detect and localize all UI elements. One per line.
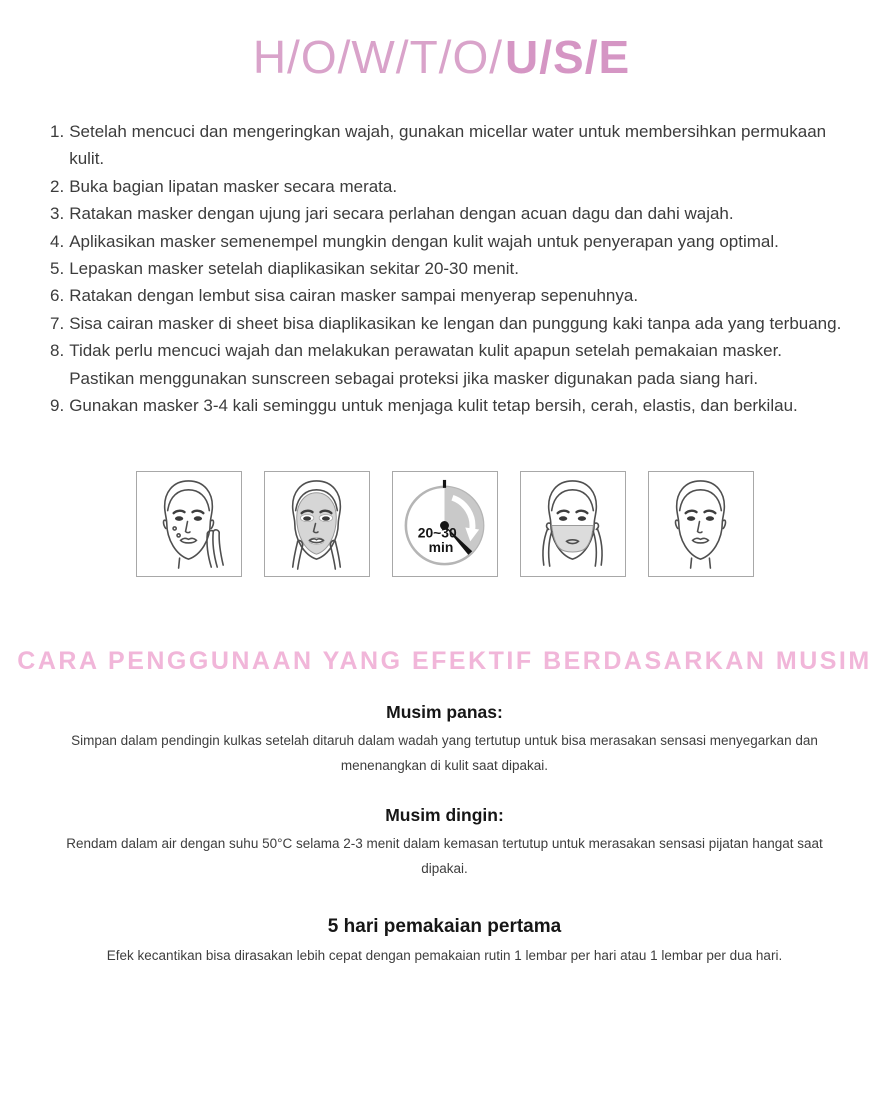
- instruction-number: 1.: [50, 122, 65, 141]
- instruction-number: 8.: [50, 341, 65, 361]
- remove-mask-illustration: [520, 471, 626, 577]
- instruction-item: [50, 310, 845, 337]
- instruction-item: [50, 255, 845, 282]
- title-highlight: U/S/E: [503, 31, 636, 83]
- instruction-number: 5.: [50, 259, 65, 279]
- instruction-text: Sisa cairan masker di sheet bisa diaplikasikan ke lengan dan punggung kaki tanpa ada yang terbuang.: [69, 313, 842, 333]
- instruction-text: Gunakan masker 3-4 kali seminggu untuk menjaga kulit tetap bersih, cerah, elastis, dan berkilau.: [69, 396, 798, 416]
- season-guide-heading: CARA PENGGUNAAN YANG EFEKTIF BERDASARKAN MUSIM: [17, 647, 872, 676]
- instruction-number: 6.: [50, 286, 65, 306]
- instruction-text: Ratakan dengan lembut sisa cairan masker sampai menyerap sepenuhnya.: [69, 286, 639, 306]
- apply-mask-illustration: [264, 471, 370, 577]
- instruction-item: [50, 173, 845, 200]
- instruction-item: [50, 228, 845, 255]
- cleanse-face-icon: [137, 472, 241, 576]
- instruction-item: [50, 392, 845, 419]
- instructions-list: [50, 118, 845, 419]
- cleanse-face-illustration: [136, 471, 242, 577]
- instruction-text: Aplikasikan masker semenempel mungkin dengan kulit wajah untuk penyerapan yang optimal.: [69, 231, 779, 251]
- season-section-winter: [0, 805, 889, 882]
- instruction-item: [50, 282, 845, 309]
- instruction-number: 7.: [50, 313, 65, 333]
- instruction-item: [50, 337, 845, 392]
- instruction-number: 4.: [50, 231, 65, 251]
- clean-face-icon: [649, 472, 753, 576]
- instruction-item: [50, 118, 845, 173]
- winter-title: Musim dingin:: [385, 805, 504, 826]
- instruction-text: Tidak perlu mencuci wajah dan melakukan perawatan kulit apapun setelah pemakaian masker. Pastikan menggunakan sunscreen sebagai proteksi jika masker digunakan pada siang hari.: [69, 341, 783, 388]
- season-section-summer: [0, 702, 889, 779]
- timer-20-30-min-icon: [393, 472, 497, 576]
- instruction-text: Lepaskan masker setelah diaplikasikan sekitar 20-30 menit.: [69, 259, 519, 279]
- season-section-first-5-days: [0, 916, 889, 969]
- apply-mask-icon: [265, 472, 369, 576]
- timer-illustration: [392, 471, 498, 577]
- summer-title: Musim panas:: [386, 702, 503, 723]
- summer-body: Simpan dalam pendingin kulkas setelah ditaruh dalam wadah yang tertutup untuk bisa merasakan sensasi menyegarkan dan menenangkan di kulit saat dipakai.: [71, 733, 818, 774]
- instruction-text: Buka bagian lipatan masker secara merata.: [69, 176, 398, 196]
- timer-label-top: 20~30: [417, 524, 457, 541]
- winter-body: Rendam dalam air dengan suhu 50°C selama 2-3 menit dalam kemasan tertutup untuk merasakan sensasi pijatan hangat saat dipakai.: [66, 836, 823, 877]
- instruction-number: 2.: [50, 176, 65, 196]
- instruction-number: 3.: [50, 204, 65, 224]
- instruction-item: [50, 200, 845, 227]
- instruction-text: Ratakan masker dengan ujung jari secara perlahan dengan acuan dagu dan dahi wajah.: [69, 204, 734, 224]
- timer-label-bottom: min: [428, 539, 453, 556]
- first-5-days-body: Efek kecantikan bisa dirasakan lebih cepat dengan pemakaian rutin 1 lembar per hari atau 1 lembar per dua hari.: [106, 948, 783, 964]
- clean-face-illustration: [648, 471, 754, 577]
- page-title: [0, 30, 889, 84]
- remove-mask-icon: [521, 472, 625, 576]
- instruction-text: Setelah mencuci dan mengeringkan wajah, gunakan micellar water untuk membersihkan permukaan kulit.: [69, 122, 827, 169]
- illustrations-row: [0, 471, 889, 577]
- instruction-number: 9.: [50, 396, 65, 416]
- first-5-days-title: 5 hari pemakaian pertama: [327, 916, 562, 938]
- title-prefix: H/O/W/T/O/: [252, 31, 504, 83]
